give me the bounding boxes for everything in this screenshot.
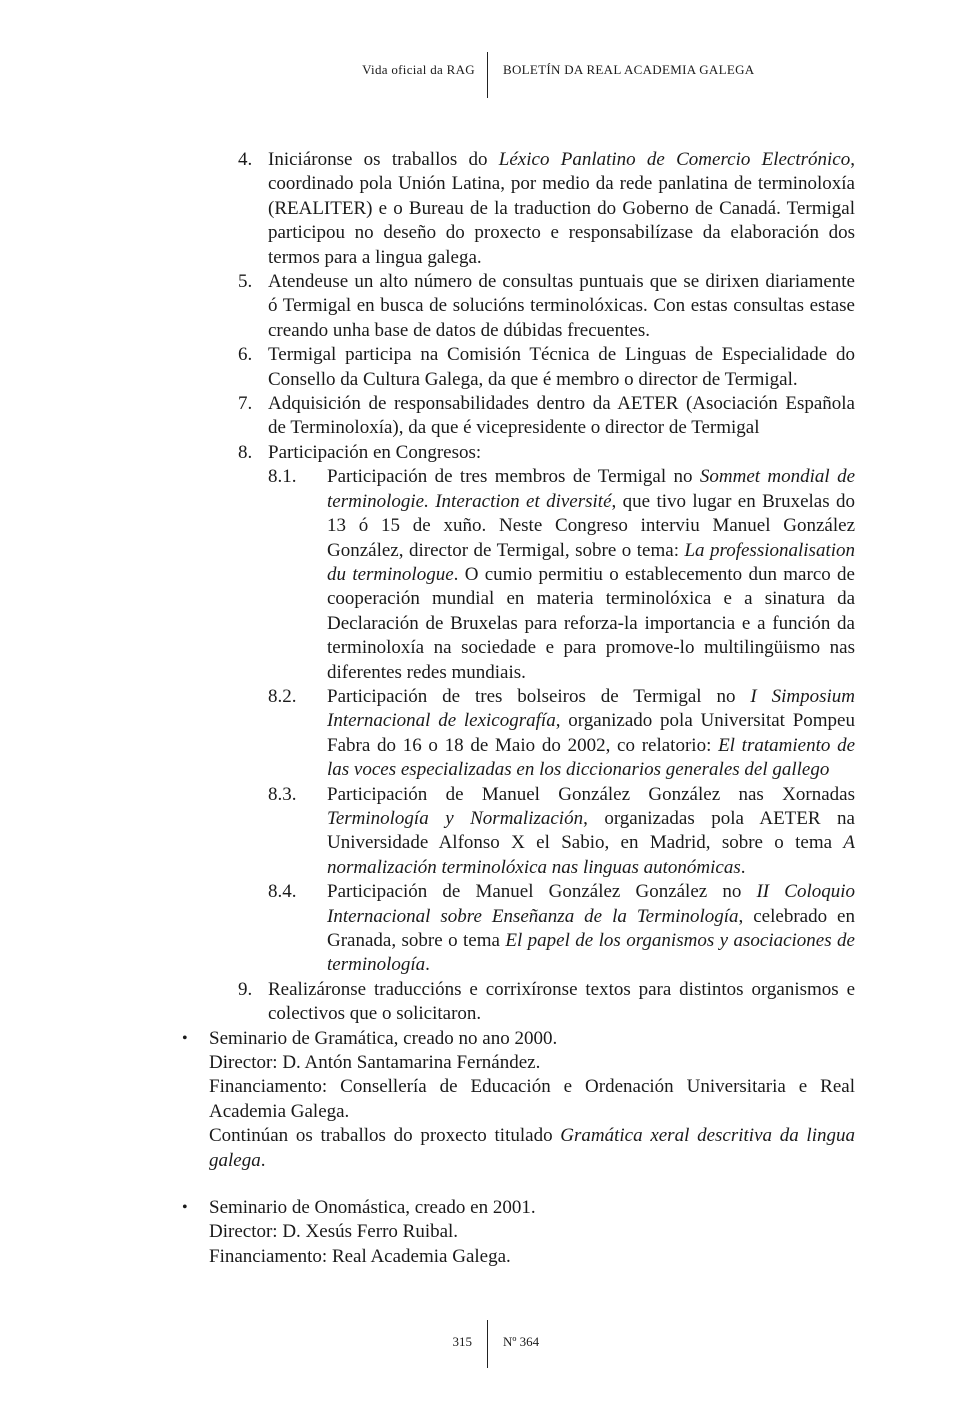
seminar-line	[209, 1196, 855, 1220]
text-run: .	[740, 856, 746, 878]
list-number: 8.1.	[268, 466, 297, 488]
list-number: 8.4.	[268, 881, 297, 903]
text-run: , celebrado en Granada, sobre o tema	[327, 905, 855, 951]
page-body	[0, 148, 975, 1269]
text-run: Seminario de Gramática, creado no ano 2000.	[209, 1027, 558, 1049]
list-item	[238, 441, 855, 465]
italic-title: II Coloquio Internacional sobre Enseñanza de la Terminología	[327, 881, 856, 927]
text-run: Adquisición de responsabilidades dentro da AETER (Asociación Española de Terminoloxía), da que é vicepresidente o director de Termigal	[268, 393, 855, 439]
text-run: Participación en Congresos:	[268, 441, 482, 463]
text-run: , organizado pola Universitat Pompeu Fabra do 16 o 18 de Maio do 2002, co relatorio:	[327, 710, 855, 756]
text-run: .	[425, 954, 430, 976]
text-run: Seminario de Onomástica, creado en 2001.	[209, 1197, 536, 1219]
seminar-line	[209, 1124, 855, 1173]
paragraph-gap	[0, 1173, 975, 1196]
text-run: .	[260, 1149, 266, 1171]
italic-title: Gramática xeral descritiva da lingua galega	[209, 1125, 855, 1171]
text-run: Realizáronse traduccións e corrixíronse textos para distintos organismos e colectivos que o solicitaron.	[268, 978, 855, 1025]
text-run: , coordinado pola Unión Latina, por medio da rede panlatina de terminoloxía (REALITER) e o Bureau de la traduction do Goberno de Canadá. Termigal participou no deseño do proxecto e responsabilízase da elaboración dos termos para a lingua galega.	[268, 149, 855, 268]
text-run: Termigal participa na Comisión Técnica de Linguas de Especialidade do Consello da Cultura Galega, da que é membro o director de Termigal.	[268, 344, 855, 390]
list-number: 6.	[238, 344, 253, 366]
seminar-line	[209, 1220, 855, 1244]
text-run: Atendeuse un alto número de consultas puntuais que se dirixen diariamente ó Termigal en busca de solucións terminolóxicas. Con estas consultas estase creando unha base de datos de dúbidas frecuentes.	[268, 271, 855, 341]
italic-title: I Simposium Internacional de lexicografía	[327, 685, 855, 732]
text-run: Participación de Manuel González González nas Xornadas	[327, 783, 855, 805]
list-item	[238, 343, 855, 392]
bullet-icon: •	[182, 1029, 188, 1047]
list-item	[238, 148, 855, 270]
text-run: Financiamento: Real Academia Galega.	[209, 1245, 511, 1267]
header-divider	[487, 52, 488, 98]
text-run: Participación de tres bolseiros de Termigal no	[327, 685, 751, 707]
text-run: , organizadas pola AETER na Universidade Alfonso X el Sabio, en Madrid, sobre o tema	[327, 807, 855, 854]
footer-divider	[487, 1320, 488, 1368]
list-item	[238, 392, 855, 441]
running-header-section: Vida oficial da RAG	[362, 62, 475, 77]
sub-list-item	[268, 880, 856, 978]
list-number: 9.	[238, 978, 253, 1000]
text-run: Director: D. Xesús Ferro Ruibal.	[209, 1221, 459, 1243]
italic-title: Léxico Panlatino de Comercio Electrónico	[498, 149, 851, 170]
sub-list-item	[268, 685, 856, 783]
issue-number: Nº 364	[503, 1334, 540, 1349]
text-run: Continúan os traballos do proxecto titulado	[209, 1125, 561, 1147]
italic-title: Terminología y Normalización	[327, 807, 584, 829]
text-run: . O cumio permitiu o establecemento dun marco de cooperación mundial en materia terminolóxica e a sinatura da Declaración de Bruxelas para reforza-la importancia e a función da terminoloxía na sociedade e para promove-lo multilingüismo nas diferentes redes mundiais.	[327, 563, 855, 683]
list-item	[238, 978, 855, 1027]
list-number: 5.	[238, 271, 253, 293]
italic-title: El tratamiento de las voces especializadas en los diccionarios generales del gallego	[327, 734, 856, 781]
text-run: Participación de tres membros de Termigal no	[327, 466, 700, 488]
italic-title: A normalización terminolóxica nas linguas autonómicas	[327, 832, 855, 878]
list-number: 8.	[238, 441, 253, 463]
italic-title: El papel de los organismos y asociaciones de terminología	[327, 930, 855, 976]
seminar-line	[209, 1245, 855, 1269]
text-run: Iniciáronse os traballos do	[268, 149, 499, 170]
list-number: 8.3.	[268, 783, 297, 805]
seminar-entry	[182, 1196, 855, 1269]
sub-list-item	[268, 783, 855, 881]
italic-title: La professionalisation du terminologue	[327, 539, 855, 585]
list-item	[238, 270, 855, 343]
list-number: 4.	[238, 149, 253, 170]
bullet-icon: •	[182, 1199, 188, 1217]
text-run: Participación de Manuel González González no	[327, 881, 757, 903]
list-number: 7.	[238, 393, 253, 415]
list-number: 8.2.	[268, 685, 297, 707]
text-run: Financiamento: Consellería de Educación e Ordenación Universitaria e Real Academia Galega.	[209, 1076, 855, 1122]
text-run: , que tivo lugar en Bruxelas do 13 ó 15 de xuño. Neste Congreso interviu Manuel González González, director de Termigal, sobre o tema:	[327, 490, 855, 561]
seminar-line	[209, 1027, 855, 1051]
seminar-line	[209, 1051, 855, 1075]
seminar-line	[209, 1075, 855, 1124]
italic-title: Sommet mondial de terminologie. Interaction et diversité	[327, 466, 855, 512]
seminar-entry	[182, 1027, 855, 1173]
running-header-journal: BOLETÍN DA REAL ACADEMIA GALEGA	[503, 62, 755, 77]
page-number: 315	[452, 1334, 472, 1349]
sub-list-item	[268, 465, 855, 685]
text-run: Director: D. Antón Santamarina Fernández.	[209, 1052, 541, 1074]
